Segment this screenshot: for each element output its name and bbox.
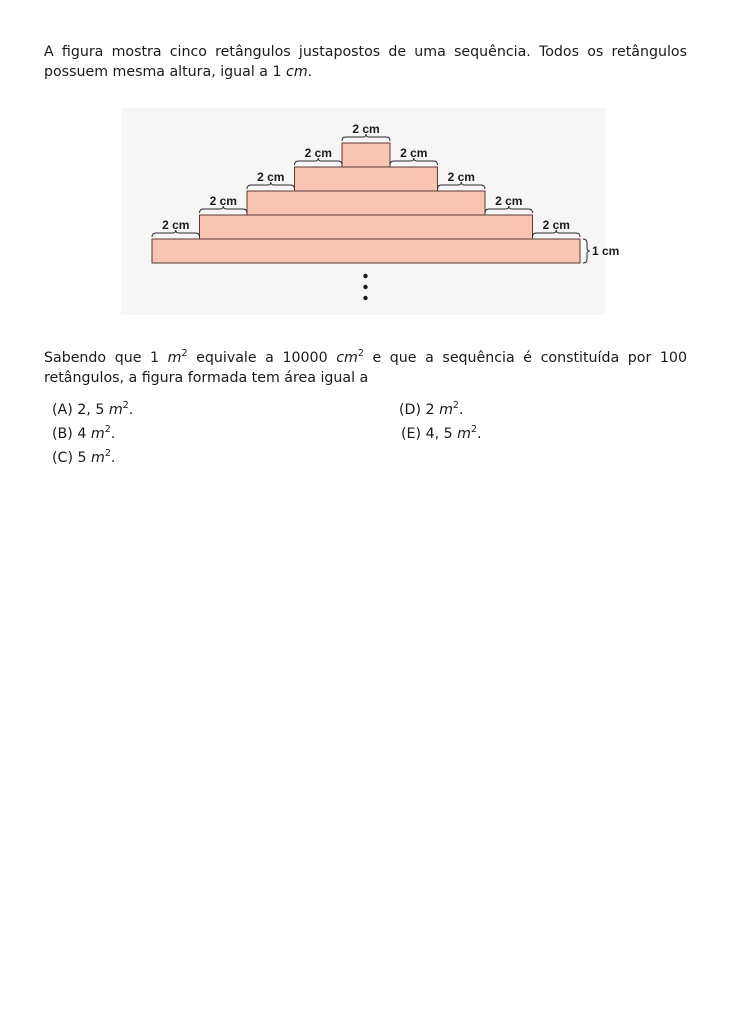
option-value: 4, 5 <box>425 426 458 442</box>
step-label-right-3: 2 cm <box>495 194 523 208</box>
option-value: 2 <box>425 402 440 418</box>
body-unit-cm: cm <box>336 350 358 366</box>
intro-text: A figura mostra cinco retângulos justapostos de uma sequência. Todos os retângulos possuem mesma altura, igual a 1 <box>44 44 687 80</box>
option-letter: (D) <box>399 402 421 418</box>
option-value: 5 <box>77 450 92 466</box>
intro-end: . <box>307 63 313 80</box>
step-label-left-4: 2 cm <box>162 218 190 232</box>
option-exp: 2 <box>104 448 111 459</box>
option-unit: m <box>457 426 471 442</box>
option-a[interactable] <box>52 401 133 420</box>
option-end: . <box>477 426 482 442</box>
option-end: . <box>458 402 464 418</box>
option-letter: (B) <box>52 426 73 442</box>
option-exp: 2 <box>104 424 111 435</box>
rectangle-3 <box>247 191 485 215</box>
option-exp: 2 <box>122 400 129 411</box>
intro-unit: cm <box>286 63 308 80</box>
step-label-left-2: 2 cm <box>257 170 285 184</box>
option-value: 4 <box>77 426 91 442</box>
dot-1 <box>363 274 367 278</box>
option-unit: m <box>439 402 453 418</box>
step-label-right-4: 2 cm <box>542 218 570 232</box>
rectangle-5 <box>152 239 580 263</box>
option-end: . <box>110 450 116 466</box>
option-letter: (A) <box>52 402 73 418</box>
brace-height <box>583 239 590 263</box>
question-intro <box>44 43 687 82</box>
question-body <box>44 349 687 388</box>
rectangle-1 <box>342 143 390 167</box>
option-exp: 2 <box>470 424 478 435</box>
body-exp-2: 2 <box>357 348 364 359</box>
body-unit-m: m <box>167 350 182 366</box>
rectangle-4 <box>200 215 533 239</box>
option-end: . <box>110 426 116 442</box>
step-label-left-3: 2 cm <box>209 194 237 208</box>
option-b[interactable] <box>52 425 115 444</box>
step-label-left-1: 2 cm <box>304 146 332 160</box>
option-end: . <box>128 402 134 418</box>
option-c[interactable] <box>52 449 115 468</box>
option-d[interactable] <box>399 401 463 420</box>
step-label-top: 2 cm <box>352 122 380 136</box>
body-exp-1: 2 <box>181 348 188 359</box>
body-text-2: equivale a 10000 <box>187 350 337 366</box>
staircase-figure <box>121 108 620 315</box>
step-label-right-2: 2 cm <box>447 170 475 184</box>
step-label-right-1: 2 cm <box>400 146 428 160</box>
option-unit: m <box>91 450 105 466</box>
option-letter: (C) <box>52 450 73 466</box>
body-text-3: e que a sequência é constituída por 100 retângulos, a figura formada tem área igual a <box>44 350 687 386</box>
continuation-dots <box>363 274 367 300</box>
rectangle-2 <box>295 167 438 191</box>
dot-3 <box>363 296 367 300</box>
option-unit: m <box>90 426 105 442</box>
option-exp: 2 <box>452 400 459 411</box>
body-text-1: Sabendo que 1 <box>44 350 168 366</box>
option-e[interactable] <box>401 425 482 444</box>
option-letter: (E) <box>401 426 422 442</box>
option-value: 2, 5 <box>77 402 109 418</box>
dot-2 <box>363 285 367 289</box>
option-unit: m <box>108 402 123 418</box>
height-label: 1 cm <box>592 244 620 258</box>
